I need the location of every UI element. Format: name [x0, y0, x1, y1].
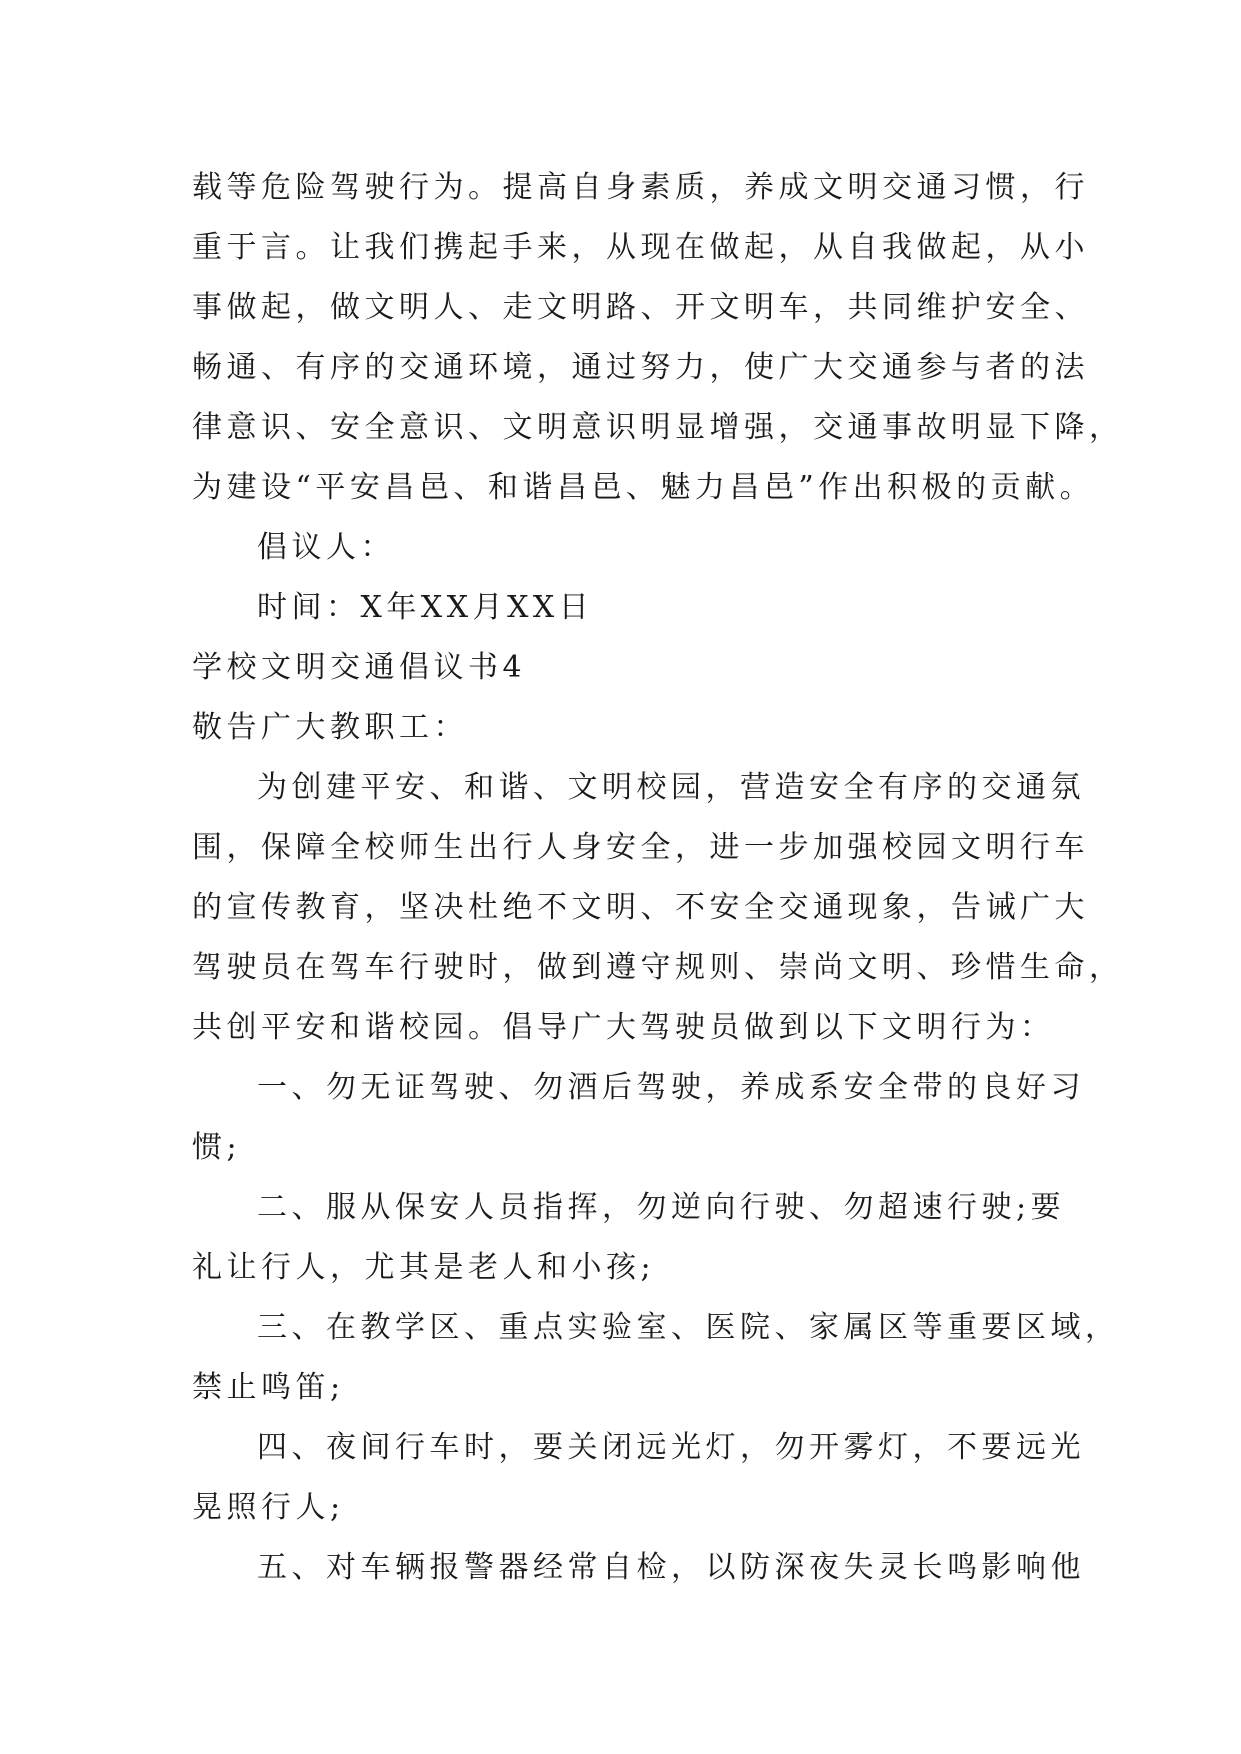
date-text: 时间：X年XX月XX日 — [257, 590, 594, 625]
list-item-line: 禁止鸣笛; — [192, 1370, 345, 1405]
list-item-line: 四、夜间行车时，要关闭远光灯，勿开雾灯，不要远光 — [257, 1430, 1085, 1465]
preamble-line: 共创平安和谐校园。倡导广大驾驶员做到以下文明行为： — [192, 1010, 1055, 1045]
intro-line: 律意识、安全意识、文明意识明显增强，交通事故明显下降， — [192, 410, 1124, 445]
preamble-line: 的宣传教育，坚决杜绝不文明、不安全交通现象，告诫广大 — [192, 890, 1089, 925]
list-item-line: 一、勿无证驾驶、勿酒后驾驶，养成系安全带的良好习 — [257, 1070, 1085, 1105]
list-item-line: 五、对车辆报警器经常自检，以防深夜失灵长鸣影响他 — [257, 1550, 1085, 1585]
intro-line: 畅通、有序的交通环境，通过努力，使广大交通参与者的法 — [192, 350, 1089, 385]
list-item-line: 晃照行人; — [192, 1490, 345, 1525]
preamble-line: 围，保障全校师生出行人身安全，进一步加强校园文明行车 — [192, 830, 1089, 865]
list-item-line: 惯; — [192, 1130, 242, 1165]
salutation-text: 敬告广大教职工： — [192, 710, 468, 745]
preamble-line: 驾驶员在驾车行驶时，做到遵守规则、崇尚文明、珍惜生命， — [192, 950, 1124, 985]
initiator-label: 倡议人： — [257, 530, 395, 565]
list-item — [192, 1298, 1120, 1418]
intro-line: 重于言。让我们携起手来，从现在做起，从自我做起，从小 — [192, 230, 1089, 265]
initiator-line — [192, 518, 1052, 578]
list-item — [192, 1538, 1085, 1598]
document-page — [192, 158, 1124, 1598]
preamble-paragraph — [192, 758, 1124, 1058]
preamble-line: 为创建平安、和谐、文明校园，营造安全有序的交通氛 — [257, 770, 1085, 805]
date-line — [192, 578, 1052, 638]
intro-paragraph — [192, 158, 1124, 518]
intro-line: 载等危险驾驶行为。提高自身素质，养成文明交通习惯，行 — [192, 170, 1089, 205]
list-item-line: 礼让行人，尤其是老人和小孩; — [192, 1250, 656, 1285]
list-item — [192, 1418, 1085, 1538]
list-item-line: 二、服从保安人员指挥，勿逆向行驶、勿超速行驶;要 — [257, 1190, 1066, 1225]
intro-line: 事做起，做文明人、走文明路、开文明车，共同维护安全、 — [192, 290, 1089, 325]
list-item-line: 三、在教学区、重点实验室、医院、家属区等重要区域， — [257, 1310, 1120, 1345]
intro-line: 为建设“平安昌邑、和谐昌邑、魅力昌邑”作出积极的贡献。 — [192, 470, 1095, 505]
section-title-text: 学校文明交通倡议书4 — [192, 650, 527, 685]
list-item — [192, 1178, 1066, 1298]
salutation — [192, 698, 1052, 758]
section-title — [192, 638, 1052, 698]
list-item — [192, 1058, 1085, 1178]
